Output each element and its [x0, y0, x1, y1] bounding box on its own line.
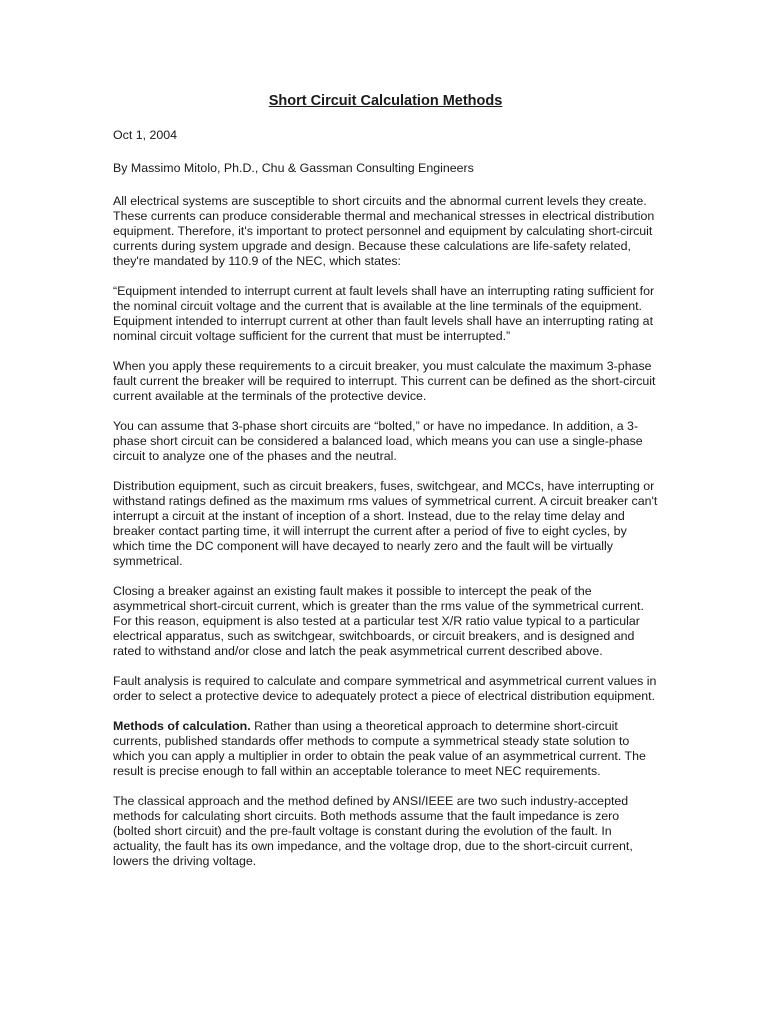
article-byline: By Massimo Mitolo, Ph.D., Chu & Gassman Consulting Engineers: [113, 161, 474, 175]
document-page: [113, 93, 658, 884]
paragraph-classical-approach: The classical approach and the method defined by ANSI/IEEE are two such industry-accepted methods for calculating short circuits. Both methods assume that the fault impedance is zero (bolted short circuit) and the pre-fault voltage is constant during the evolution of the fault. In actuality, the fault has its own impedance, and the voltage drop, due to the short-circuit current, lowers the driving voltage.: [113, 794, 633, 868]
page-title: Short Circuit Calculation Methods: [268, 93, 503, 109]
paragraph-closing-breaker: Closing a breaker against an existing fault makes it possible to intercept the peak of the asymmetrical short-circuit current, which is greater than the rms value of the symmetrical current. For this reason, equipment is also tested at a particular test X/R ratio value typical to a particular electrical apparatus, such as switchgear, switchboards, or circuit breakers, and is designed and rated to withstand and/or close and latch the peak asymmetrical current described above.: [113, 584, 644, 658]
methods-text: Rather than using a theoretical approach to determine short-circuit currents, published standards offer methods to compute a symmetrical steady state solution to which you can apply a multiplier in order to obtain the peak value of an asymmetrical current. The result is precise enough to fall within an acceptable tolerance to meet NEC requirements.: [113, 719, 646, 778]
paragraph-intro: All electrical systems are susceptible to short circuits and the abnormal current levels they create. These currents can produce considerable thermal and mechanical stresses in electrical distribution equipment. Therefore, it's important to protect personnel and equipment by calculating short-circuit currents during system upgrade and design. Because these calculations are life-safety related, they're mandated by 110.9 of the NEC, which states:: [113, 194, 655, 268]
paragraph-methods: [113, 719, 658, 779]
paragraph-nec-quote: “Equipment intended to interrupt current at fault levels shall have an interrupting rating sufficient for the nominal circuit voltage and the current that is available at the line terminals of the equipment. Equipment intended to interrupt current at other than fault levels shall have an interrupting rating at nominal circuit voltage sufficient for the current that must be interrupted.”: [113, 284, 655, 343]
paragraph-distribution-equipment: Distribution equipment, such as circuit breakers, fuses, switchgear, and MCCs, have interrupting or withstand ratings defined as the maximum rms values of symmetrical current. A circuit breaker can't interrupt a circuit at the instant of inception of a short. Instead, due to the relay time delay and breaker contact parting time, it will interrupt the current after a period of five to eight cycles, by which time the DC component will have decayed to nearly zero and the fault will be virtually symmetrical.: [113, 479, 658, 568]
methods-heading: Methods of calculation.: [113, 719, 251, 733]
paragraph-bolted-faults: You can assume that 3-phase short circuits are “bolted,” or have no impedance. In addition, a 3-phase short circuit can be considered a balanced load, which means you can use a single-phase circuit to analyze one of the phases and the neutral.: [113, 419, 643, 463]
paragraph-fault-analysis: Fault analysis is required to calculate and compare symmetrical and asymmetrical current values in order to select a protective device to adequately protect a piece of electrical distribution equipment.: [113, 674, 657, 703]
paragraph-breaker-requirements: When you apply these requirements to a circuit breaker, you must calculate the maximum 3-phase fault current the breaker will be required to interrupt. This current can be defined as the short-circuit current available at the terminals of the protective device.: [113, 359, 656, 403]
article-date: Oct 1, 2004: [113, 128, 178, 142]
